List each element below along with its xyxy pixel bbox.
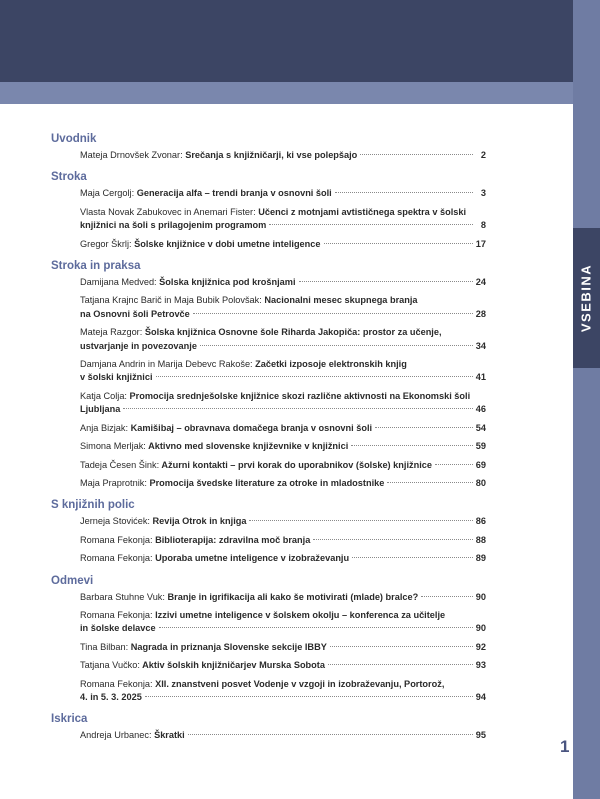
leader-dots	[156, 376, 473, 377]
entry-author: Andreja Urbanec:	[80, 730, 152, 741]
entry-author: Damijana Medved:	[80, 277, 157, 288]
entry-title: knjižnici na šoli s prilagojenim programom	[80, 220, 267, 231]
entry-author: Tatjana Vučko:	[80, 660, 140, 671]
leader-dots	[299, 281, 473, 282]
toc-entry[interactable]	[51, 659, 486, 672]
toc-section	[51, 712, 486, 742]
toc-entry[interactable]	[51, 440, 486, 453]
entry-author: Romana Fekonja:	[80, 609, 153, 620]
entry-title: in šolske delavce	[80, 623, 156, 634]
side-tab-label: VSEBINA	[578, 263, 594, 333]
section-title: Stroka	[51, 171, 87, 184]
entry-title: Ljubljana	[80, 404, 121, 415]
header-light-band	[0, 82, 573, 104]
toc-entry[interactable]	[51, 477, 486, 490]
entry-title: 4. in 5. 3. 2025	[80, 691, 142, 702]
entry-title: v šolski knjižnici	[80, 372, 153, 383]
entry-page-number: 46	[475, 404, 486, 415]
leader-dots	[313, 539, 472, 540]
entry-author: Damjana Andrin in Marija Debevc Rakoše:	[80, 359, 253, 370]
entry-author: Romana Fekonja:	[80, 534, 153, 545]
entry-page-number: 92	[475, 641, 486, 652]
entry-page-number: 89	[475, 553, 486, 564]
entry-page-number: 86	[475, 516, 486, 527]
entry-title: XII. znanstveni posvet Vodenje v vzgoji in izobraževanju, Portorož,	[155, 678, 445, 689]
entry-page-number: 94	[475, 691, 486, 702]
entry-author: Simona Merljak:	[80, 441, 146, 452]
entry-title: Šolske knjižnice v dobi umetne inteligence	[134, 238, 321, 249]
entry-page-number: 93	[475, 660, 486, 671]
toc-entry[interactable]	[51, 515, 486, 528]
entry-page-number: 69	[475, 459, 486, 470]
entry-author: Maja Cergolj:	[80, 188, 135, 199]
toc-section	[51, 170, 486, 251]
entry-title: Branje in igrifikacija ali kako še motivirati (mlade) bralce?	[167, 591, 419, 602]
entry-title: Aktiv šolskih knjižničarjev Murska Sobota	[142, 660, 325, 671]
toc-entry[interactable]	[51, 609, 486, 636]
entry-title: Generacija alfa – trendi branja v osnovni šoli	[136, 188, 332, 199]
leader-dots	[159, 627, 473, 628]
leader-dots	[328, 664, 473, 665]
table-of-contents	[51, 132, 486, 751]
entry-title: Šolska knjižnica Osnovne šole Riharda Jakopiča: prostor za učenje,	[144, 327, 442, 338]
header-dark-band	[0, 0, 600, 82]
entry-title: Promocija švedske literature za otroke in mladostnike	[149, 477, 385, 488]
entry-author: Mateja Drnovšek Zvonar:	[80, 150, 183, 160]
entry-author: Tatjana Krajnc Barič in Maja Bubik Polovšak:	[80, 295, 262, 306]
section-title: Uvodnik	[51, 133, 97, 145]
toc-entry[interactable]	[51, 276, 486, 289]
entry-author: Katja Colja:	[80, 390, 127, 401]
entry-title: Aktivno med slovenske književnike v knjižnici	[148, 441, 349, 452]
entry-author: Tina Bilban:	[80, 641, 129, 652]
leader-dots	[387, 482, 472, 483]
leader-dots	[188, 734, 473, 735]
toc-entry[interactable]	[51, 552, 486, 565]
entry-page-number: 8	[480, 220, 486, 231]
leader-dots	[335, 192, 473, 193]
entry-title: Kamišibaj – obravnava domačega branja v osnovni šoli	[130, 422, 373, 433]
entry-author: Tadeja Česen Šink:	[80, 459, 160, 470]
toc-entry[interactable]	[51, 390, 486, 417]
entry-page-number: 59	[475, 441, 486, 452]
entry-author: Romana Fekonja:	[80, 553, 153, 564]
section-title: Odmevi	[51, 574, 94, 587]
toc-entry[interactable]	[51, 149, 486, 162]
leader-dots	[145, 696, 473, 697]
entry-title: Nagrada in priznanja Slovenske sekcije IBBY	[130, 641, 327, 652]
toc-entry[interactable]	[51, 187, 486, 200]
toc-entry[interactable]	[51, 358, 486, 385]
toc-entry[interactable]	[51, 591, 486, 604]
entry-title: Učenci z motnjami avtističnega spektra v šolski	[258, 206, 467, 217]
entry-author: Romana Fekonja:	[80, 678, 153, 689]
entry-author: Jerneja Stovićek:	[80, 516, 150, 527]
leader-dots	[249, 520, 472, 521]
entry-author: Barbara Stuhne Vuk:	[80, 591, 165, 602]
entry-page-number: 28	[475, 308, 486, 319]
entry-title: Nacionalni mesec skupnega branja	[264, 295, 418, 306]
entry-author: Gregor Škrlj:	[80, 238, 132, 249]
entry-page-number: 54	[475, 422, 486, 433]
toc-entry[interactable]	[51, 678, 486, 705]
entry-page-number: 90	[475, 591, 486, 602]
entry-page-number: 3	[480, 188, 486, 199]
leader-dots	[352, 557, 473, 558]
toc-entry[interactable]	[51, 294, 486, 321]
toc-entry[interactable]	[51, 422, 486, 435]
leader-dots	[375, 427, 473, 428]
section-title: Iskrica	[51, 713, 88, 726]
page-number: 1	[560, 737, 570, 756]
leader-dots	[193, 313, 473, 314]
entry-title: Promocija srednješolske knjižnice skozi različne aktivnosti na Ekonomski šoli	[129, 390, 471, 401]
leader-dots	[421, 596, 473, 597]
toc-entry[interactable]	[51, 238, 486, 251]
side-strip	[573, 0, 600, 799]
entry-title: Izzivi umetne inteligence v šolskem okolju – konferenca za učitelje	[155, 609, 446, 620]
toc-entry[interactable]	[51, 206, 486, 233]
entry-page-number: 2	[480, 150, 486, 160]
section-title: Stroka in praksa	[51, 260, 141, 273]
leader-dots	[269, 224, 473, 225]
section-title: S knjižnih polic	[51, 499, 135, 512]
leader-dots	[435, 464, 473, 465]
entry-page-number: 17	[475, 238, 486, 249]
leader-dots	[324, 243, 473, 244]
entry-page-number: 24	[475, 277, 486, 288]
entry-page-number: 34	[475, 340, 486, 351]
entry-author: Mateja Razgor:	[80, 327, 143, 338]
entry-title: Ažurni kontakti – prvi korak do uporabnikov (šolske) knjižnice	[161, 459, 432, 470]
entry-author: Anja Bizjak:	[80, 422, 129, 433]
leader-dots	[123, 408, 472, 409]
entry-author: Maja Praprotnik:	[80, 477, 147, 488]
toc-section	[51, 498, 486, 565]
leader-dots	[200, 345, 473, 346]
toc-section	[51, 259, 486, 490]
entry-page-number: 95	[475, 730, 486, 741]
entry-author: Vlasta Novak Zabukovec in Anemari Fister:	[80, 206, 256, 217]
entry-page-number: 80	[475, 477, 486, 488]
entry-title: Uporaba umetne inteligence v izobraževanju	[155, 553, 350, 564]
entry-title: Revija Otrok in knjiga	[152, 516, 247, 527]
toc-section	[51, 132, 486, 162]
toc-entry[interactable]	[51, 729, 486, 742]
toc-entry[interactable]	[51, 534, 486, 547]
toc-entry[interactable]	[51, 326, 486, 353]
toc-section	[51, 574, 486, 705]
entry-title: na Osnovni šoli Petrovče	[80, 308, 190, 319]
toc-entry[interactable]	[51, 459, 486, 472]
entry-title: Škratki	[154, 730, 185, 741]
entry-title: Šolska knjižnica pod krošnjami	[159, 277, 296, 288]
entry-page-number: 88	[475, 534, 486, 545]
entry-title: Srečanja s knjižničarji, ki vse polepšajo	[185, 150, 358, 160]
leader-dots	[330, 646, 473, 647]
leader-dots	[360, 154, 473, 155]
entry-title: ustvarjanje in povezovanje	[80, 340, 197, 351]
leader-dots	[351, 445, 473, 446]
toc-entry[interactable]	[51, 641, 486, 654]
entry-title: Začetki izposoje elektronskih knjig	[255, 359, 407, 370]
entry-title: Biblioterapija: zdravilna moč branja	[155, 534, 311, 545]
entry-page-number: 90	[475, 623, 486, 634]
entry-page-number: 41	[475, 372, 486, 383]
